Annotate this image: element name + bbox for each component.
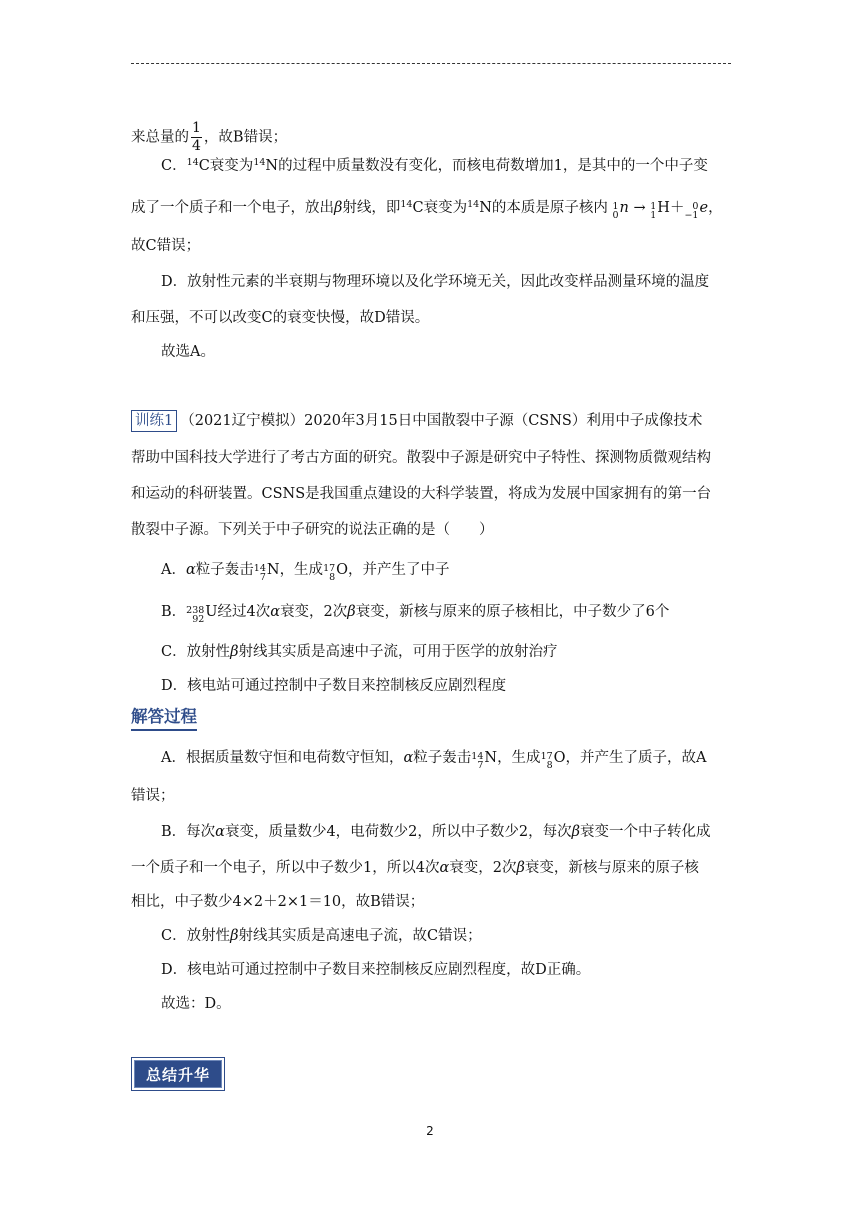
text-line: 故选A。 bbox=[161, 344, 215, 360]
option-d: D．核电站可通过控制中子数目来控制核反应剧烈程度 bbox=[161, 678, 507, 694]
exercise-line: 散裂中子源。下列关于中子研究的说法正确的是（ ） bbox=[131, 522, 494, 538]
text-line: 来总量的 $\frac{1}{4}$ ，故B错误； bbox=[131, 120, 288, 154]
exercise-line: 帮助中国科技大学进行了考古方面的研究。散裂中子源是研究中子特性、探测物质微观结构 bbox=[131, 450, 711, 466]
solution-line: 故选：D。 bbox=[161, 996, 231, 1012]
solution-line: C．放射性β射线其实质是高速电子流，故C错误； bbox=[161, 928, 482, 944]
exercise-tag: 训练1 bbox=[131, 410, 177, 432]
text-line: 成了一个质子和一个电子，放出β射线，即$^{14}$C衰变为$^{14}$N的本质是原子核内 1 0 n → 1 1 H＋ 0 −1 e， bbox=[131, 199, 723, 221]
solution-line: 错误； bbox=[131, 788, 175, 804]
fraction: $\frac{1}{4}$ bbox=[192, 120, 201, 154]
text-line: C．$^{14}$C衰变为$^{14}$N的过程中质量数没有变化，而核电荷数增加1，是其中的一个中子变 bbox=[161, 157, 708, 174]
text-line: D．放射性元素的半衰期与物理环境以及化学环境无关，因此改变样品测量环境的温度 bbox=[161, 274, 710, 290]
option-c: C．放射性β射线其实质是高速中子流，可用于医学的放射治疗 bbox=[161, 644, 558, 660]
exercise-line: 训练1 （2021辽宁模拟）2020年3月15日中国散裂中子源（CSNS）利用中子成像技术 bbox=[131, 410, 702, 432]
text-line: 和压强，不可以改变C的衰变快慢，故D错误。 bbox=[131, 310, 430, 326]
solution-heading: 解答过程 bbox=[131, 706, 197, 731]
decay-equation: 1 0 n → 1 1 H＋ 0 −1 e bbox=[612, 200, 709, 221]
option-a: A．α粒子轰击 14 7 N，生成 17 8 O，并产生了中子 bbox=[161, 562, 450, 583]
page-number: 2 bbox=[426, 1124, 434, 1138]
text-line: 故C错误； bbox=[131, 238, 201, 254]
solution-line: D．核电站可通过控制中子数目来控制核反应剧烈程度，故D正确。 bbox=[161, 962, 591, 978]
summary-badge bbox=[131, 1057, 225, 1091]
solution-line: 相比，中子数少4×2＋2×1＝10，故B错误； bbox=[131, 894, 425, 910]
summary-badge-label: 总结升华 bbox=[134, 1060, 222, 1088]
solution-line: A．根据质量数守恒和电荷数守恒知，α粒子轰击 14 7 N，生成 17 8 O，并产生了质子，故A bbox=[161, 750, 707, 771]
option-b: B． 238 92 U经过4次α衰变，2次β衰变，新核与原来的原子核相比，中子数少了6个 bbox=[161, 604, 670, 625]
exercise-line: 和运动的科研装置。CSNS是我国重点建设的大科学装置，将成为发展中国家拥有的第一台 bbox=[131, 486, 712, 502]
solution-line: 一个质子和一个电子，所以中子数少1，所以4次α衰变，2次β衰变，新核与原来的原子核 bbox=[131, 860, 699, 876]
solution-line: B．每次α衰变，质量数少4，电荷数少2，所以中子数少2，每次β衰变一个中子转化成 bbox=[161, 824, 711, 840]
header-dashed-rule bbox=[131, 63, 731, 64]
